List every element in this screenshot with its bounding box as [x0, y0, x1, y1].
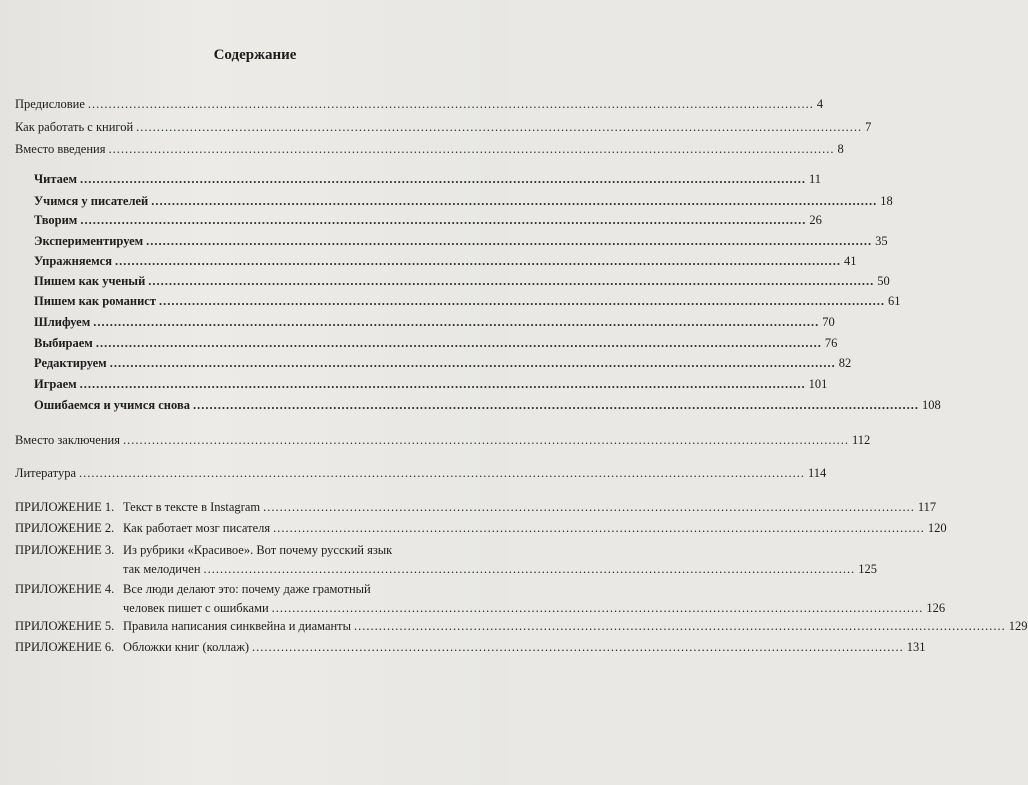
toc-chapter[interactable]	[34, 294, 901, 310]
toc-chapter[interactable]	[34, 274, 890, 290]
toc-chapter[interactable]	[34, 398, 941, 414]
dot-leader	[93, 315, 819, 330]
toc-appendix[interactable]	[15, 619, 1028, 638]
toc-chapter[interactable]	[34, 213, 822, 229]
toc-chapter-page: 70	[822, 315, 835, 329]
appendix-title: Из рубрики «Красивое». Вот почему русский язык	[123, 543, 393, 557]
toc-chapter[interactable]	[34, 377, 828, 393]
dot-leader	[80, 213, 806, 228]
toc-chapter[interactable]	[34, 315, 835, 331]
toc-chapter-page: 41	[843, 254, 857, 268]
appendix-title-cont: так мелодичен	[123, 562, 201, 576]
toc-entry-label: Литература	[15, 466, 76, 480]
dot-leader	[273, 521, 925, 536]
toc-appendix[interactable]	[15, 582, 946, 620]
toc-appendix[interactable]	[15, 543, 878, 581]
appendix-page: 125	[858, 562, 878, 576]
toc-entry-label: Вместо введения	[15, 142, 106, 156]
toc-chapter-label: Экспериментируем	[34, 234, 144, 248]
toc-chapter-label: Выбираем	[34, 336, 93, 350]
dot-leader	[204, 562, 856, 577]
dot-leader	[80, 172, 806, 187]
toc-chapter-page: 101	[808, 377, 828, 391]
toc-chapter[interactable]	[34, 254, 857, 270]
dot-leader	[79, 466, 805, 481]
dot-leader	[354, 619, 1006, 634]
dot-leader	[159, 294, 885, 309]
toc-chapter-page: 76	[824, 336, 838, 350]
dot-leader	[263, 500, 915, 515]
appendix-number: ПРИЛОЖЕНИЕ 4.	[15, 582, 115, 596]
toc-chapter-label: Творим	[34, 213, 78, 227]
appendix-page: 126	[926, 601, 946, 615]
dot-leader	[146, 234, 872, 249]
appendix-page: 117	[917, 500, 937, 514]
toc-chapter-page: 26	[809, 213, 822, 227]
dot-leader	[115, 254, 841, 269]
toc-entry[interactable]	[15, 120, 872, 136]
dot-leader	[272, 601, 924, 616]
toc-entry[interactable]	[15, 433, 871, 449]
dot-leader	[252, 640, 904, 655]
appendix-page: 131	[906, 640, 926, 654]
appendix-number: ПРИЛОЖЕНИЕ 3.	[15, 543, 115, 557]
appendix-title: Обложки книг (коллаж)	[123, 640, 249, 654]
toc-entry[interactable]	[15, 142, 844, 158]
dot-leader	[193, 398, 919, 413]
dot-leader	[108, 142, 834, 157]
toc-entry-page: 7	[865, 120, 872, 134]
appendix-number: ПРИЛОЖЕНИЕ 1.	[15, 500, 115, 514]
toc-chapter-label: Читаем	[34, 172, 77, 186]
dot-leader	[148, 274, 874, 289]
toc-chapter-label: Учимся у писателей	[34, 194, 149, 208]
toc-entry-label: Вместо заключения	[15, 433, 120, 447]
dot-leader	[96, 336, 822, 351]
toc-chapter-page: 18	[880, 194, 893, 208]
dot-leader	[123, 433, 849, 448]
appendix-title-cont: человек пишет с ошибками	[123, 601, 269, 615]
toc-entry[interactable]	[15, 97, 824, 113]
appendix-title: Все люди делают это: почему даже грамотный	[123, 582, 371, 596]
toc-chapter-label: Редактируем	[34, 356, 107, 370]
toc-chapter[interactable]	[34, 234, 888, 250]
toc-chapter-label: Упражняемся	[34, 254, 112, 268]
toc-chapter-label: Пишем как романист	[34, 294, 156, 308]
toc-chapter-label: Шлифуем	[34, 315, 91, 329]
appendix-page: 120	[927, 521, 947, 535]
dot-leader	[80, 377, 806, 392]
appendix-title: Текст в тексте в Instagram	[123, 500, 261, 514]
toc-chapter-page: 35	[875, 234, 888, 248]
appendix-title: Как работает мозг писателя	[123, 521, 271, 535]
toc-appendix[interactable]	[15, 521, 947, 540]
toc-chapter-page: 61	[888, 294, 901, 308]
toc-chapter-page: 11	[808, 172, 822, 186]
toc-appendix[interactable]	[15, 640, 926, 659]
toc-chapter[interactable]	[34, 194, 893, 210]
dot-leader	[88, 97, 814, 112]
toc-chapter-label: Ошибаемся и учимся снова	[34, 398, 190, 412]
toc-entry-page: 112	[851, 433, 871, 447]
toc-entry-label: Как работать с книгой	[15, 120, 134, 134]
dot-leader	[136, 120, 862, 135]
toc-chapter[interactable]	[34, 172, 822, 188]
dot-leader	[110, 356, 836, 371]
appendix-page: 129	[1008, 619, 1028, 633]
dot-leader	[151, 194, 877, 209]
toc-appendix[interactable]	[15, 500, 937, 519]
toc-chapter-page: 108	[921, 398, 941, 412]
toc-chapter-label: Пишем как ученый	[34, 274, 146, 288]
toc-entry-page: 8	[837, 142, 844, 156]
toc-entry-label: Предисловие	[15, 97, 85, 111]
toc-entry[interactable]	[15, 466, 827, 482]
toc-chapter[interactable]	[34, 336, 838, 352]
appendix-number: ПРИЛОЖЕНИЕ 2.	[15, 521, 115, 535]
toc-entry-page: 114	[808, 466, 827, 480]
appendix-number: ПРИЛОЖЕНИЕ 6.	[15, 640, 115, 654]
toc-chapter[interactable]	[34, 356, 852, 372]
toc-entry-page: 4	[816, 97, 824, 111]
appendix-title: Правила написания синквейна и диаманты	[123, 619, 352, 633]
toc-chapter-page: 82	[838, 356, 852, 370]
toc-chapter-page: 50	[877, 274, 890, 288]
toc-chapter-label: Играем	[34, 377, 77, 391]
appendix-number: ПРИЛОЖЕНИЕ 5.	[15, 619, 115, 633]
page-title: Содержание	[213, 47, 297, 63]
